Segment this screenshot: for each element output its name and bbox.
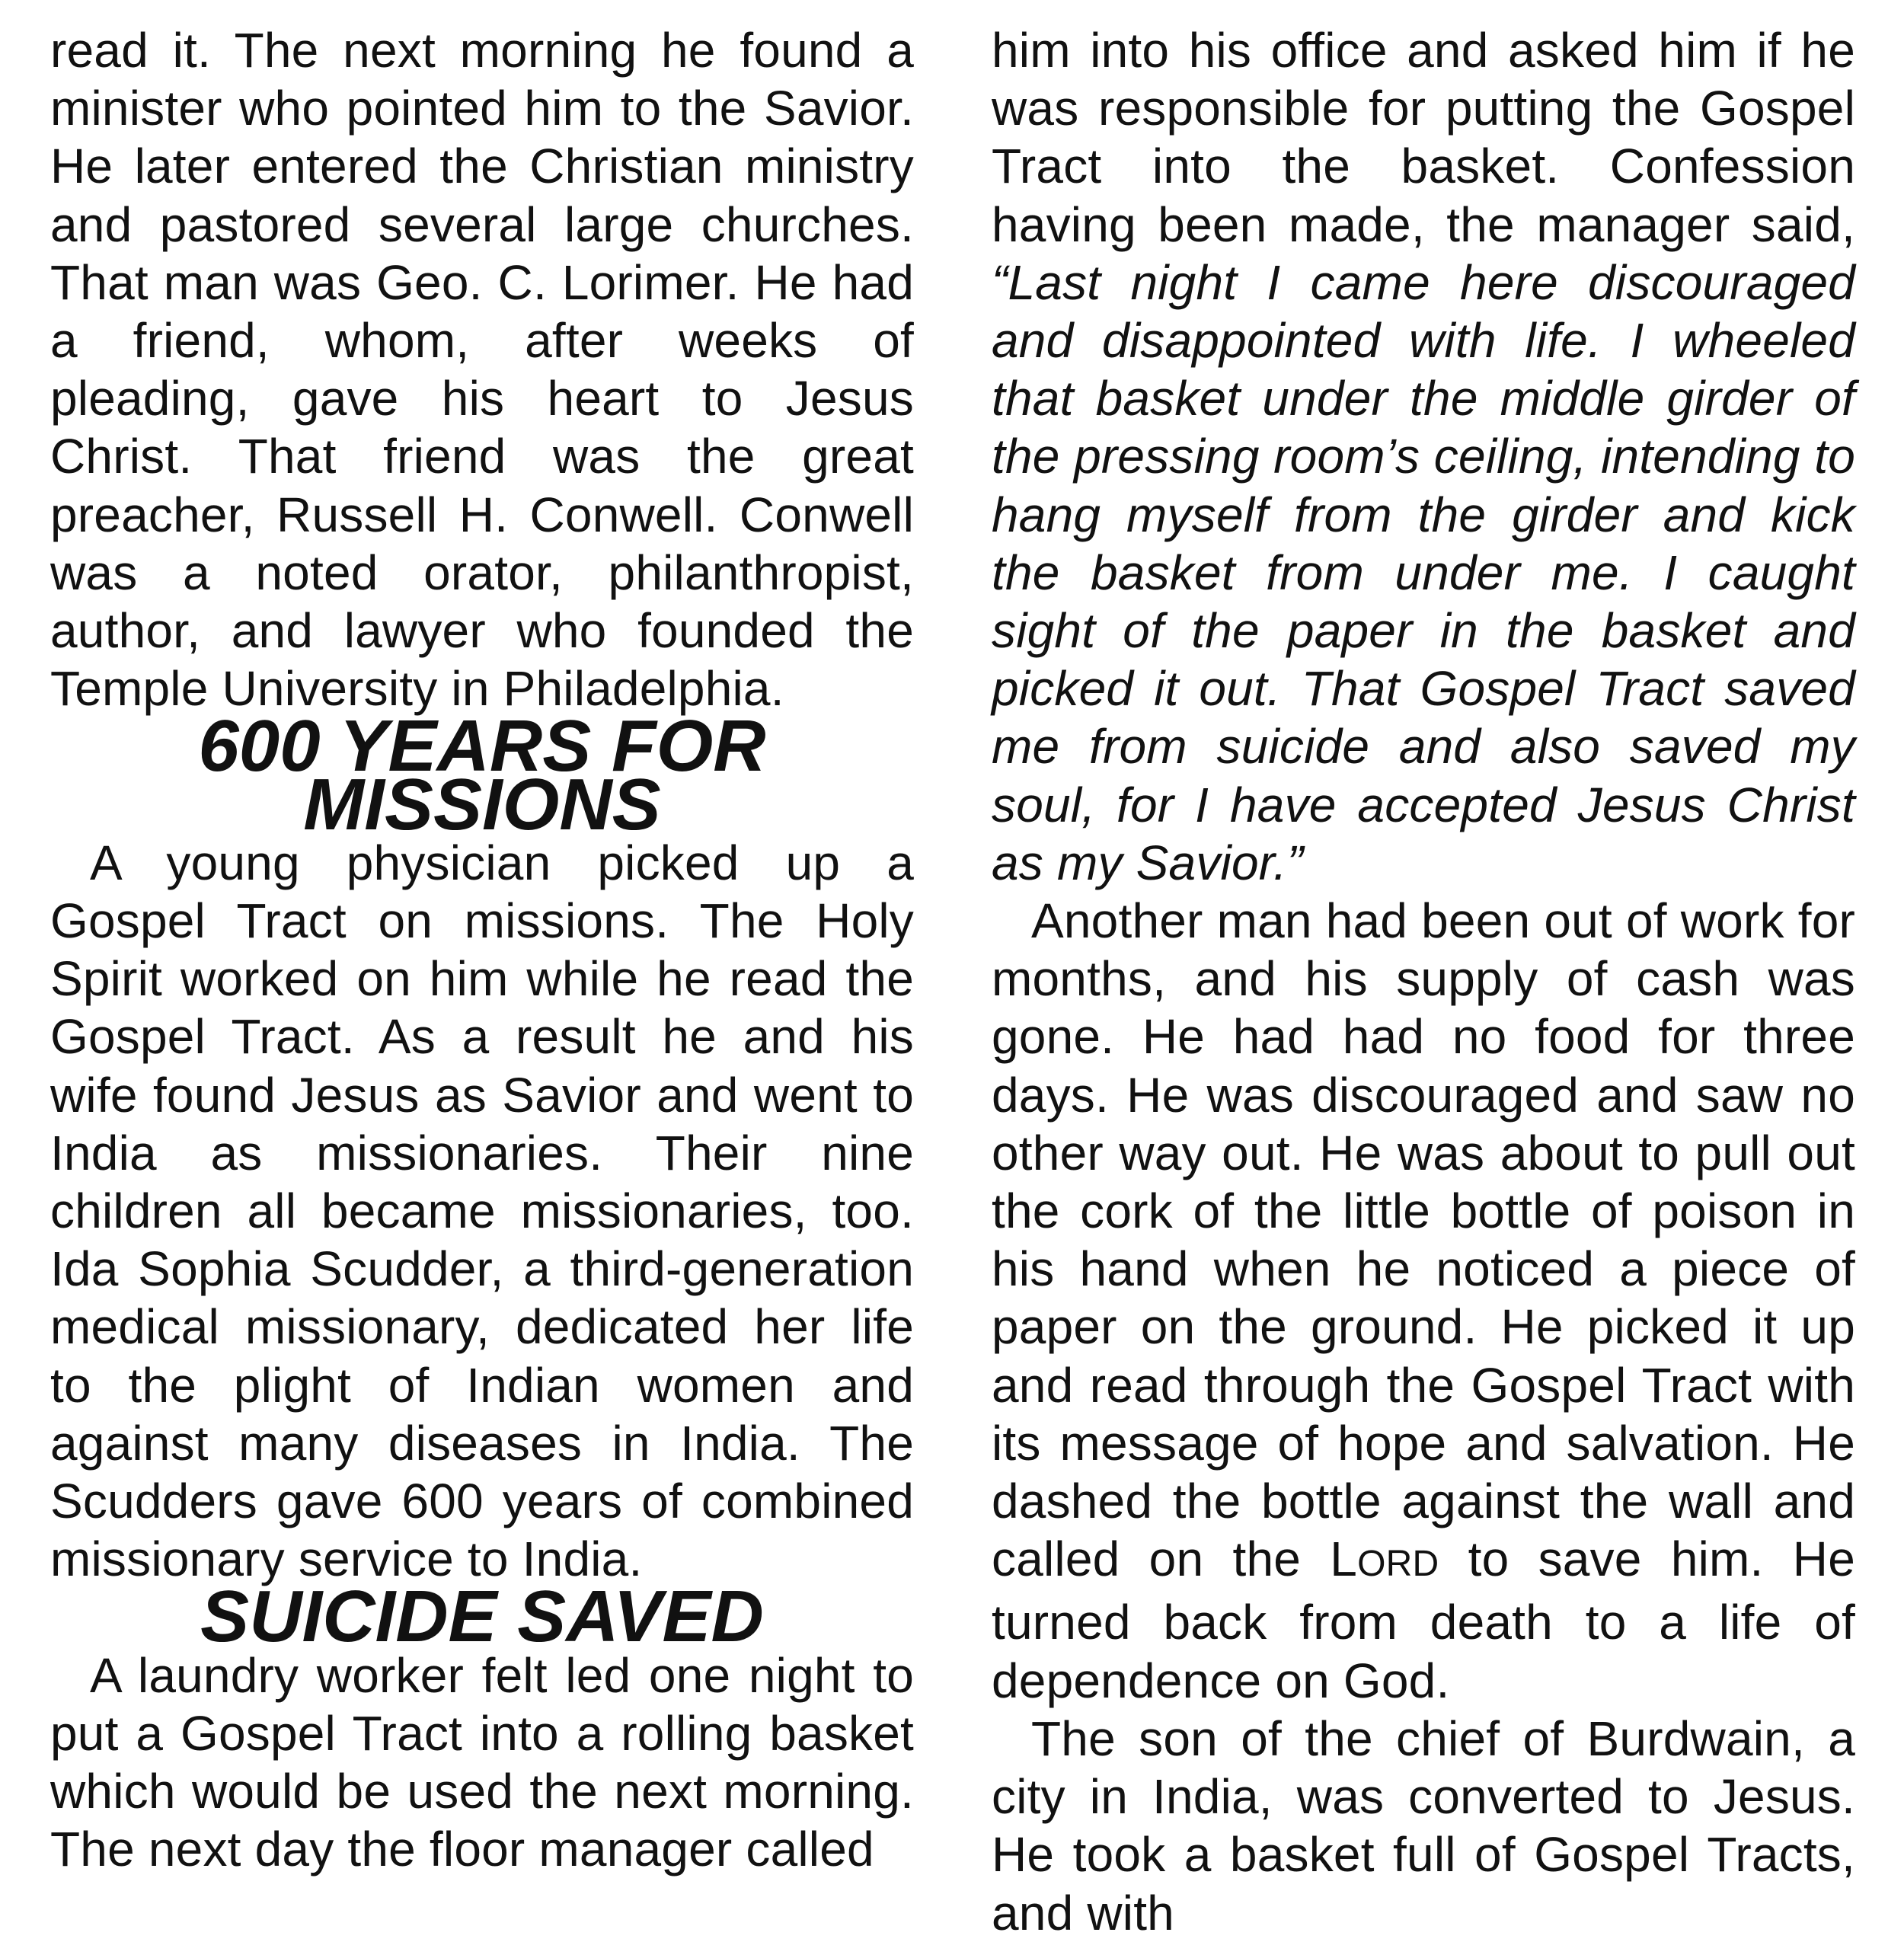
paragraph-manager-confession — [992, 21, 1855, 892]
poison-bottle-text: Another man had been out of work for months, and his supply of cash was gone. He had had no food for three days. He was discouraged and saw no other way out. He was about to pull out the cork of the little bottle of poison in his hand when he noticed a piece of paper on the ground. He picked it up and read through the Gospel Tract with its message of hope and salvation. He dashed the bottle against the wall and called on the — [992, 893, 1855, 1587]
left-column — [50, 21, 914, 1879]
paragraph-lorimer-conwell: read it. The next morning he found a minister who pointed him to the Savior. He later entered the Christian ministry and pastored several large churches. That man was Geo. C. Lorimer. He had a friend, whom, after weeks of pleading, gave his heart to Jesus Christ. That friend was the great preacher, Russell H. Conwell. Conwell was a noted orator, philanthropist, author, and lawyer who founded the Temple University in Philadelphia. — [50, 23, 914, 717]
manager-confession-text: him into his office and asked him if he was responsible for putting the Gospel Tract into the basket. Confession having been made, the manager said, — [992, 23, 1855, 252]
right-column — [992, 21, 1855, 1942]
heading-600-years-for-missions: 600 YEARS FOR MISSIONS — [198, 705, 766, 845]
paragraph-burdwain: The son of the chief of Burdwain, a city in India, was converted to Jesus. He took a basket full of Gospel Tracts, and with — [992, 1710, 1855, 1940]
heading-suicide-saved: SUICIDE SAVED — [200, 1576, 764, 1658]
paragraph-young-physician: A young physician picked up a Gospel Tract on missions. The Holy Spirit worked on him while he read the Gospel Tract. As a result he and his wife found Jesus as Savior and went to India as missionaries. Their nine children all became missionaries, too. Ida Sophia Scudder, a third-generation medical missionary, dedicated her life to the plight of Indian women and against many diseases in India. The Scudders gave 600 years of combined missionary service to India. — [50, 835, 914, 1587]
manager-quote: “Last night I came here discouraged and disappointed with life. I wheeled that basket under the middle girder of the pressing room’s ceiling, intending to hang myself from the girder and kick the basket from under me. I caught sight of the paper in the basket and picked it out. That Gospel Tract saved me from suicide and also saved my soul, for I have accepted Jesus Christ as my Savior.” — [992, 254, 1855, 890]
poison-bottle-tail: to save him. He turned back from death to a life of dependence on God. — [992, 1532, 1855, 1708]
lord-small-caps: LORD — [1330, 1532, 1439, 1587]
paragraph-poison-bottle — [992, 892, 1855, 1710]
paragraph-laundry-worker: A laundry worker felt led one night to put a Gospel Tract into a rolling basket which would be used the next morning. The next day the floor manager called — [50, 1647, 914, 1877]
